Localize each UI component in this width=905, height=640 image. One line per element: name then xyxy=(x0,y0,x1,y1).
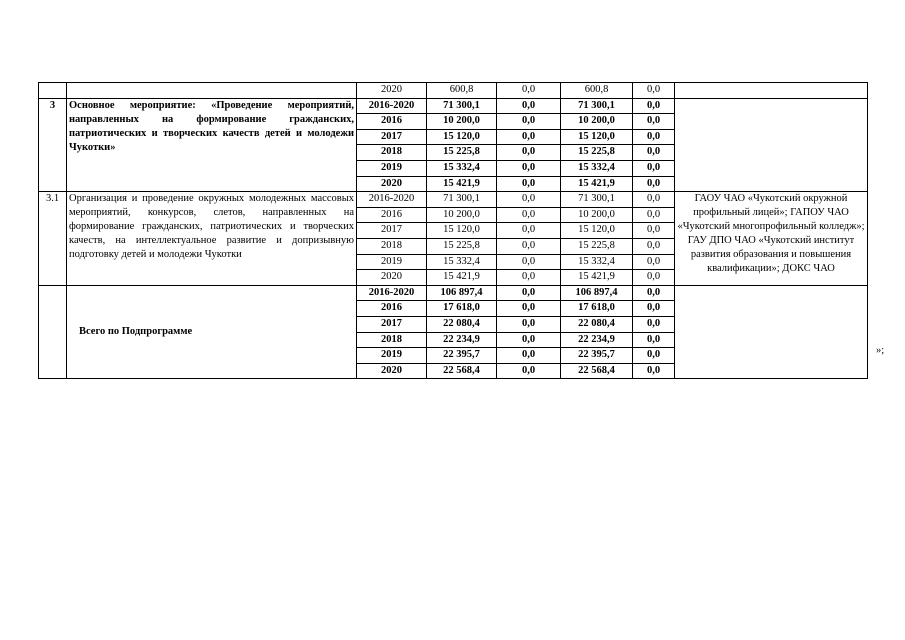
value-cell: 0,0 xyxy=(633,254,675,270)
table-row xyxy=(39,285,868,301)
value-cell: 0,0 xyxy=(633,316,675,332)
value-cell: 15 421,9 xyxy=(561,270,633,286)
value-cell: 0,0 xyxy=(633,129,675,145)
year-cell: 2018 xyxy=(357,332,427,348)
value-cell: 22 234,9 xyxy=(427,332,497,348)
value-cell: 22 234,9 xyxy=(561,332,633,348)
table-body xyxy=(39,83,868,379)
value-cell: 22 080,4 xyxy=(561,316,633,332)
table-row xyxy=(39,83,868,99)
year-cell: 2016 xyxy=(357,207,427,223)
value-cell: 10 200,0 xyxy=(427,207,497,223)
value-cell: 0,0 xyxy=(633,160,675,176)
value-cell: 15 421,9 xyxy=(561,176,633,192)
value-cell: 0,0 xyxy=(497,160,561,176)
year-cell: 2017 xyxy=(357,223,427,239)
year-cell: 2020 xyxy=(357,83,427,99)
value-cell: 15 225,8 xyxy=(561,238,633,254)
year-cell: 2016-2020 xyxy=(357,285,427,301)
value-cell: 0,0 xyxy=(633,145,675,161)
value-cell: 15 332,4 xyxy=(561,160,633,176)
value-cell: 0,0 xyxy=(633,348,675,364)
year-cell: 2016 xyxy=(357,301,427,317)
number-cell xyxy=(39,83,67,99)
value-cell: 22 568,4 xyxy=(427,363,497,379)
value-cell: 0,0 xyxy=(633,192,675,208)
executor-cell xyxy=(675,83,868,99)
year-cell: 2017 xyxy=(357,316,427,332)
value-cell: 22 568,4 xyxy=(561,363,633,379)
value-cell: 0,0 xyxy=(497,238,561,254)
name-cell xyxy=(67,83,357,99)
year-cell: 2016-2020 xyxy=(357,98,427,114)
value-cell: 15 120,0 xyxy=(427,129,497,145)
value-cell: 0,0 xyxy=(497,285,561,301)
value-cell: 0,0 xyxy=(633,207,675,223)
value-cell: 15 120,0 xyxy=(427,223,497,239)
closing-mark: »; xyxy=(876,345,885,356)
item-name: Основное мероприятие: «Проведение мероприятий, направленных на формирование гражданских, патриотических и творческих качеств детей и молодежи Чукотки» xyxy=(67,98,357,192)
value-cell: 0,0 xyxy=(497,176,561,192)
value-cell: 15 120,0 xyxy=(561,223,633,239)
value-cell: 0,0 xyxy=(497,114,561,130)
value-cell: 15 421,9 xyxy=(427,176,497,192)
number-cell xyxy=(39,285,67,379)
value-cell: 15 332,4 xyxy=(427,254,497,270)
value-cell: 0,0 xyxy=(497,316,561,332)
value-cell: 17 618,0 xyxy=(427,301,497,317)
year-cell: 2018 xyxy=(357,145,427,161)
executor-cell xyxy=(675,98,868,192)
value-cell: 15 120,0 xyxy=(561,129,633,145)
year-cell: 2018 xyxy=(357,238,427,254)
table-row xyxy=(39,192,868,208)
value-cell: 0,0 xyxy=(497,270,561,286)
value-cell: 0,0 xyxy=(497,129,561,145)
item-name: Организация и проведение окружных молодежных массовых мероприятий, конкурсов, слетов, направленных на формирование гражданских, патриотических и творческих качеств, на интеллектуальное развитие и допризывную подготовку детей и молодежи Чукотки xyxy=(67,192,357,286)
value-cell: 15 332,4 xyxy=(561,254,633,270)
value-cell: 0,0 xyxy=(497,192,561,208)
value-cell: 71 300,1 xyxy=(561,192,633,208)
value-cell: 71 300,1 xyxy=(561,98,633,114)
value-cell: 0,0 xyxy=(497,207,561,223)
value-cell: 22 080,4 xyxy=(427,316,497,332)
value-cell: 0,0 xyxy=(497,363,561,379)
year-cell: 2016 xyxy=(357,114,427,130)
value-cell: 0,0 xyxy=(497,145,561,161)
year-cell: 2020 xyxy=(357,176,427,192)
year-cell: 2017 xyxy=(357,129,427,145)
year-cell: 2016-2020 xyxy=(357,192,427,208)
value-cell: 600,8 xyxy=(427,83,497,99)
value-cell: 600,8 xyxy=(561,83,633,99)
value-cell: 106 897,4 xyxy=(561,285,633,301)
value-cell: 15 225,8 xyxy=(427,145,497,161)
value-cell: 0,0 xyxy=(633,301,675,317)
executor-cell: ГАОУ ЧАО «Чукотский окружной профильный лицей»; ГАПОУ ЧАО «Чукотский многопрофильный колледж»; ГАУ ДПО ЧАО «Чукотский институт развития образования и повышения квалификации»; ДОКС ЧАО xyxy=(675,192,868,286)
value-cell: 0,0 xyxy=(633,238,675,254)
item-number: 3.1 xyxy=(39,192,67,286)
value-cell: 0,0 xyxy=(633,83,675,99)
value-cell: 0,0 xyxy=(497,223,561,239)
year-cell: 2019 xyxy=(357,254,427,270)
budget-table xyxy=(38,82,868,379)
value-cell: 10 200,0 xyxy=(427,114,497,130)
year-cell: 2019 xyxy=(357,348,427,364)
total-label: Всего по Подпрограмме xyxy=(67,285,357,379)
year-cell: 2020 xyxy=(357,270,427,286)
value-cell: 10 200,0 xyxy=(561,207,633,223)
value-cell: 0,0 xyxy=(497,254,561,270)
value-cell: 0,0 xyxy=(497,301,561,317)
value-cell: 71 300,1 xyxy=(427,192,497,208)
value-cell: 15 225,8 xyxy=(561,145,633,161)
value-cell: 15 421,9 xyxy=(427,270,497,286)
value-cell: 0,0 xyxy=(633,363,675,379)
value-cell: 22 395,7 xyxy=(561,348,633,364)
executor-cell xyxy=(675,285,868,379)
table-row xyxy=(39,98,868,114)
value-cell: 0,0 xyxy=(497,348,561,364)
value-cell: 0,0 xyxy=(633,332,675,348)
value-cell: 0,0 xyxy=(633,98,675,114)
value-cell: 15 332,4 xyxy=(427,160,497,176)
value-cell: 0,0 xyxy=(633,270,675,286)
value-cell: 17 618,0 xyxy=(561,301,633,317)
year-cell: 2020 xyxy=(357,363,427,379)
item-number: 3 xyxy=(39,98,67,192)
value-cell: 22 395,7 xyxy=(427,348,497,364)
year-cell: 2019 xyxy=(357,160,427,176)
value-cell: 0,0 xyxy=(497,98,561,114)
value-cell: 0,0 xyxy=(633,285,675,301)
value-cell: 106 897,4 xyxy=(427,285,497,301)
value-cell: 0,0 xyxy=(633,114,675,130)
value-cell: 0,0 xyxy=(633,223,675,239)
value-cell: 71 300,1 xyxy=(427,98,497,114)
value-cell: 0,0 xyxy=(633,176,675,192)
value-cell: 0,0 xyxy=(497,83,561,99)
value-cell: 15 225,8 xyxy=(427,238,497,254)
value-cell: 0,0 xyxy=(497,332,561,348)
value-cell: 10 200,0 xyxy=(561,114,633,130)
